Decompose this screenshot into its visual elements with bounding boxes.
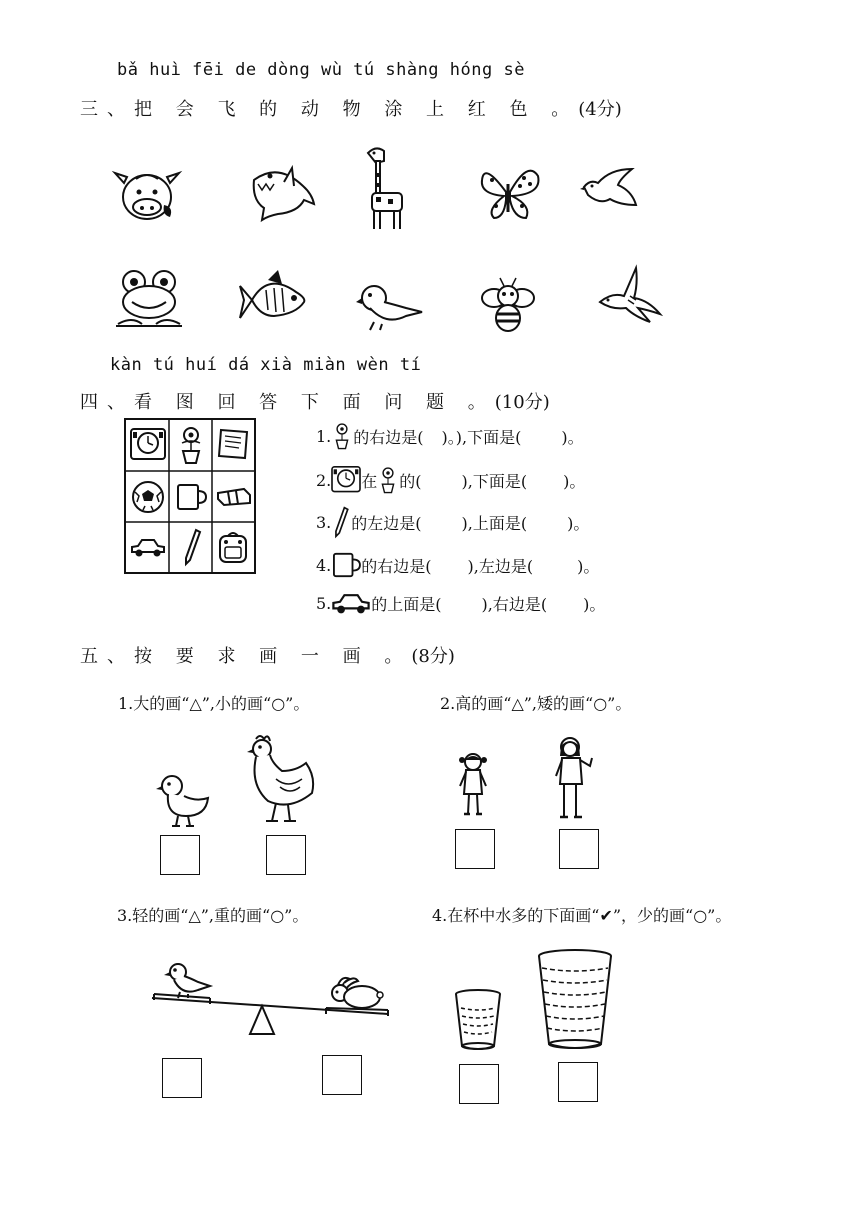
frog-icon — [112, 268, 186, 330]
section3-score: (4分) — [578, 99, 622, 120]
chick-icon — [156, 772, 212, 828]
fish-icon — [238, 270, 310, 330]
question-text: )。),下面是( — [441, 427, 522, 447]
question-text: )。 — [563, 471, 586, 491]
butterfly-icon — [476, 160, 542, 222]
answer-box-short-girl[interactable] — [455, 829, 495, 869]
question-3 — [316, 506, 589, 538]
section4-heading — [80, 388, 550, 414]
flower-pot-icon — [178, 425, 204, 465]
section3-heading — [80, 95, 622, 121]
cup-icon — [176, 483, 206, 511]
section3-title: 三、把 会 飞 的 动 物 涂 上 红 色 。 — [80, 99, 579, 120]
hen-icon — [246, 733, 318, 825]
clock-icon — [331, 466, 361, 494]
flower-pot-icon — [331, 422, 353, 450]
answer-box-rabbit[interactable] — [322, 1055, 362, 1095]
pinyin-line-section3: bǎ huì fēi de dòng wù tú shàng hóng sè — [117, 60, 525, 80]
flower-pot-icon — [377, 466, 399, 494]
small-cup-icon — [453, 988, 503, 1052]
dove-icon — [580, 165, 640, 215]
question-4 — [316, 552, 599, 578]
sub-question-4: 4.在杯中水多的下面画“✔”，少的画“○”。 — [432, 906, 732, 925]
section5-title: 五、按 要 求 画 一 画 。 — [80, 646, 412, 667]
question-text: 的右边是( — [353, 427, 424, 447]
question-text: )。 — [583, 595, 606, 614]
answer-box-big-cup[interactable] — [558, 1062, 598, 1102]
question-text: )。 — [577, 556, 600, 576]
giraffe-icon — [362, 143, 412, 233]
pinyin-line-section4: kàn tú huí dá xià miàn wèn tí — [110, 355, 422, 375]
section5-heading — [80, 642, 455, 668]
small-bird-icon — [356, 282, 424, 332]
tall-girl-icon — [552, 736, 596, 822]
answer-box-tall-girl[interactable] — [559, 829, 599, 869]
section4-title: 四、看 图 回 答 下 面 问 题 。 — [80, 392, 495, 413]
question-text: 的( — [399, 471, 422, 491]
question-number: 4. — [316, 555, 332, 575]
sub-question-3: 3.轻的画“△”,重的画“○”。 — [117, 906, 309, 925]
question-1 — [316, 422, 584, 450]
book-icon — [217, 428, 251, 460]
backpack-icon — [216, 530, 250, 564]
bee-icon — [478, 276, 538, 334]
sub-question-1: 1.大的画“△”,小的画“○”。 — [118, 694, 310, 713]
question-5 — [316, 592, 605, 615]
sub-question-2: 2.高的画“△”,矮的画“○”。 — [440, 694, 632, 713]
question-text: 的右边是( — [361, 556, 432, 576]
pencil-icon — [331, 506, 351, 538]
question-text: 的上面是( — [371, 595, 442, 614]
big-cup-icon — [536, 948, 614, 1052]
answer-box-hen[interactable] — [266, 835, 306, 875]
question-number: 5. — [316, 594, 332, 613]
question-number: 3. — [316, 512, 332, 532]
question-text: ),下面是( — [461, 471, 528, 491]
question-number: 2. — [316, 470, 332, 490]
question-text: 的左边是( — [351, 513, 422, 533]
pencil-icon — [182, 528, 202, 566]
question-text: ),右边是( — [481, 595, 548, 614]
soccer-ball-icon — [131, 480, 165, 514]
answer-box-bird[interactable] — [162, 1058, 202, 1098]
cup-icon — [331, 552, 361, 578]
swallow-icon — [598, 266, 662, 324]
rabbit-icon — [328, 975, 384, 1011]
question-text: ),左边是( — [467, 556, 534, 576]
object-grid — [124, 418, 256, 574]
question-number: 1. — [316, 426, 332, 446]
section5-score: (8分) — [411, 646, 455, 667]
toy-car-icon — [331, 593, 371, 615]
answer-box-small-cup[interactable] — [459, 1064, 499, 1104]
clock-icon — [130, 428, 166, 462]
question-text: )。 — [567, 513, 590, 533]
question-text: )。 — [561, 427, 584, 447]
short-girl-icon — [456, 752, 490, 818]
bird-on-seesaw-icon — [164, 962, 212, 1000]
question-text: ),上面是( — [461, 513, 528, 533]
section4-score: (10分) — [494, 392, 550, 413]
question-text: 在 — [361, 471, 378, 491]
question-2 — [316, 466, 585, 494]
cow-icon — [112, 165, 182, 225]
toy-car-icon — [130, 538, 166, 558]
answer-box-chick[interactable] — [160, 835, 200, 875]
eraser-icon — [216, 487, 252, 507]
shark-icon — [248, 160, 318, 225]
